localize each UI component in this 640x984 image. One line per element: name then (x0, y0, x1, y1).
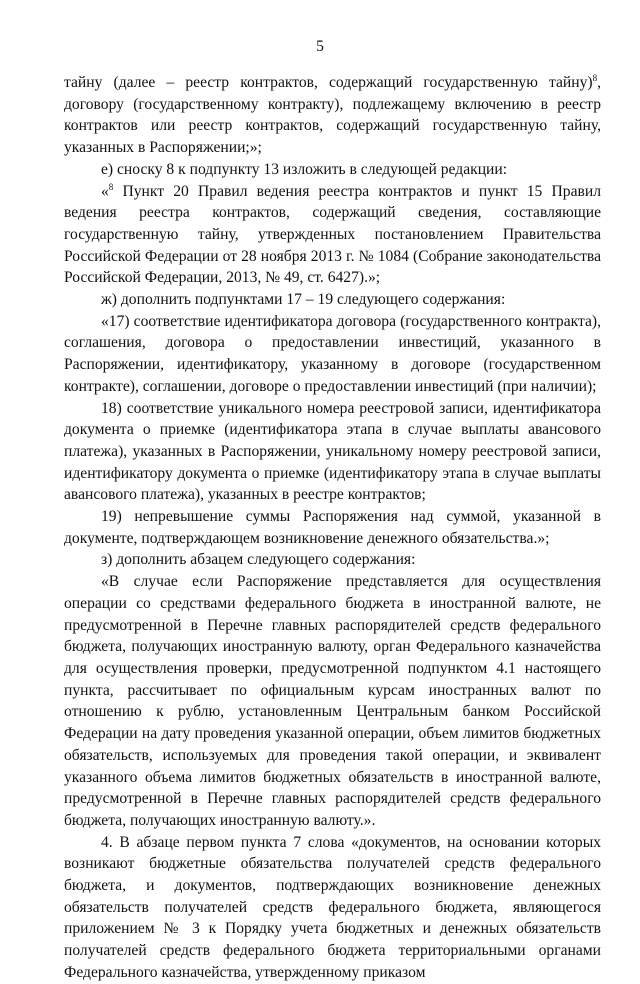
paragraph-text: « (101, 182, 109, 200)
footnote-marker: 8 (592, 72, 598, 83)
paragraph (64, 181, 601, 290)
paragraph-text: , договору (государственному контракту), подлежащему включению в реестр контрактов или реестр контрактов, содержащий государственную тайну, указанных в Распоряжении;»; (64, 74, 601, 157)
paragraph: 19) непревышение суммы Распоряжения над суммой, указанной в документе, подтверждающем возникновение денежного обязательства.»; (64, 508, 601, 547)
paragraph: з) дополнить абзацем следующего содержания: (101, 551, 416, 569)
paragraph: ж) дополнить подпунктами 17 – 19 следующего содержания: (101, 291, 506, 309)
paragraph: е) сноску 8 к подпункту 13 изложить в следующей редакции: (101, 160, 508, 178)
page-number: 5 (316, 38, 324, 55)
paragraph-text: тайну (далее – реестр контрактов, содержащий государственную тайну) (64, 74, 593, 91)
paragraph: «В случае если Распоряжение представляется для осуществления операции со средствами федерального бюджета в иностранной валюте, не предусмотренной в Перечне главных распорядителей средств федерального бюджета, получающих иностранную валюту, орган Федерального казначейства для осуществления проверки, предусмотренной подпунктом 4.1 настоящего пункта, рассчитывает по официальным курсам иностранных валют по отношению к рублю, установленным Центральным банком Российской Федерации на дату проведения указанной операции, объем лимитов бюджетных обязательств, используемых для проведения такой операции, и эквивалент указанного объема лимитов бюджетных обязательств в иностранной валюте, предусмотренной в Перечне главных распорядителей средств федерального бюджета, получающих иностранную валюту.». (64, 573, 601, 829)
paragraph-text: Пункт 20 Правил ведения реестра контрактов и пункт 15 Правил ведения реестра контрактов, содержащий сведения, составляющие государственную тайну, утвержденных постановлением Правительства Российской Федерации от 28 ноября 2013 г. № 1084 (Собрание законодательства Российской Федерации, 2013, № 49, ст. 6427).»; (64, 182, 601, 287)
paragraph: 4. В абзаце первом пункта 7 слова «документов, на основании которых возникают бюджетные обязательства получателей средств федерального бюджета, и документов, подтверждающих возникновение денежных обязательств получателей средств федерального бюджета, являющегося приложением № 3 к Порядку учета бюджетных и денежных обязательств получателей средств федерального бюджета территориальными органами Федерального казначейства, утвержденному приказом (64, 833, 601, 981)
document-body (64, 72, 601, 984)
paragraph (64, 72, 601, 159)
footnote-marker: 8 (108, 181, 114, 192)
paragraph: «17) соответствие идентификатора договора (государственного контракта), соглашения, договора о предоставлении инвестиций, указанного в Распоряжении, идентификатору, указанному в договоре (государственном контракте), соглашении, договоре о предоставлении инвестиций (при наличии); (64, 312, 601, 395)
paragraph: 18) соответствие уникального номера реестровой записи, идентификатора документа о приемке (идентификатора этапа в случае выплаты авансового платежа), указанных в Распоряжении, уникальному номеру реестровой записи, идентификатору документа о приемке (идентификатору этапа в случае выплаты авансового платежа), указанных в реестре контрактов; (64, 399, 601, 504)
